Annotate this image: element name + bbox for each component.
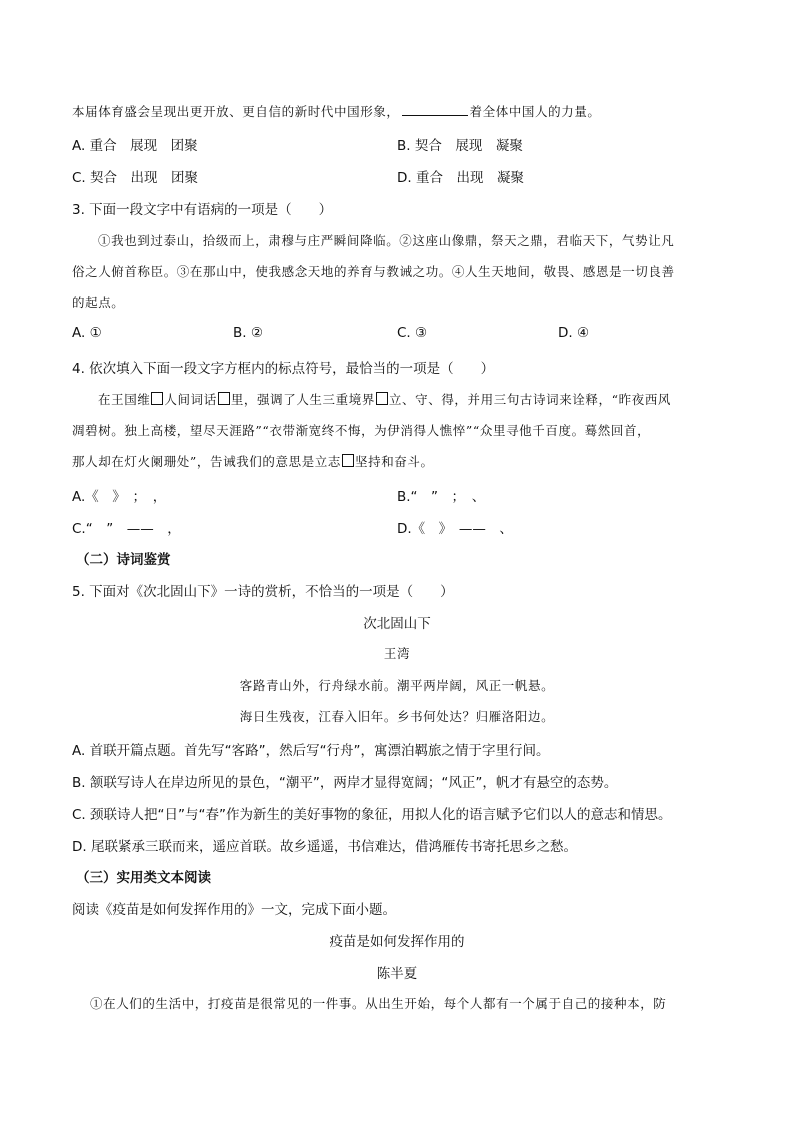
q3-option-d: D. ④ — [558, 325, 590, 341]
answer-box — [151, 392, 163, 405]
poem-title: 次北固山下 — [363, 616, 431, 632]
section-heading: （三）实用类文本阅读 — [76, 870, 211, 886]
q2-option-d: D. 重合 出现 凝聚 — [397, 170, 524, 186]
q3-option-a: A. ① — [72, 325, 102, 341]
answer-box — [376, 392, 388, 405]
q4-option-c: C.“ ” —— ， — [72, 521, 181, 537]
q5-option-a: A. 首联开篇点题。首先写“客路”，然后写“行舟”，寓漂泊羁旅之情于字里行间。 — [72, 743, 550, 759]
q2-stem-before: 本届体育盛会呈现出更开放、更自信的新时代中国形象， — [72, 104, 400, 119]
section-heading: （二）诗词鉴赏 — [76, 552, 171, 568]
q4-passage-line: 凋碧树。独上高楼，望尽天涯路”“衣带渐宽终不悔，为伊消得人憔悴”“众里寻他千百度。蓦然回首， — [72, 423, 651, 438]
poem-author: 王湾 — [383, 646, 411, 661]
answer-box — [342, 454, 354, 467]
q4-stem: 4. 依次填入下面一段文字方框内的标点符号，最恰当的一项是（ ） — [72, 361, 495, 377]
poem-line: 海日生残夜，江春入旧年。乡书何处达？归雁洛阳边。 — [239, 709, 555, 724]
answer-box — [218, 392, 230, 405]
q3-passage-line: 的起点。 — [72, 295, 125, 310]
q3-option-c: C. ③ — [397, 325, 428, 341]
q4-option-a: A.《 》 ； ， — [72, 489, 167, 505]
fill-blank — [402, 103, 468, 116]
q2-stem — [72, 102, 601, 120]
q5-option-b: B. 颔联写诗人在岸边所见的景色，“潮平”，两岸才显得宽阔；“风正”，帆才有悬空的态势。 — [72, 775, 618, 791]
q2-option-c: C. 契合 出现 团聚 — [72, 170, 199, 186]
q2-stem-after: 着全体中国人的力量。 — [469, 104, 601, 119]
article-paragraph: ①在人们的生活中，打疫苗是很常见的一件事。从出生开始，每个人都有一个属于自己的接种本，防 — [90, 996, 667, 1011]
q3-option-b: B. ② — [233, 325, 263, 341]
q4-option-b: B.“ ” ； 、 — [397, 489, 486, 505]
reading-intro: 阅读《疫苗是如何发挥作用的》一文，完成下面小题。 — [72, 902, 396, 918]
article-title: 疫苗是如何发挥作用的 — [329, 934, 465, 950]
q5-option-c: C. 颈联诗人把“日”与“春”作为新生的美好事物的象征，用拟人化的语言赋予它们以人的意志和情思。 — [72, 807, 672, 823]
q5-option-d: D. 尾联紧承三联而来，遥应首联。故乡遥遥，书信难达，借鸿雁传书寄托思乡之愁。 — [72, 839, 577, 855]
q2-option-a: A. 重合 展现 团聚 — [72, 138, 198, 154]
q4-option-d: D.《 》 —— 、 — [397, 521, 513, 537]
q4-passage-line: 那人却在灯火阑珊处”，告诫我们的意思是立志 坚持和奋斗。 — [72, 454, 434, 469]
q5-stem: 5. 下面对《次北固山下》一诗的赏析，不恰当的一项是（ ） — [72, 584, 454, 600]
q3-passage-line: 俗之人俯首称臣。③在那山中，使我感念天地的养育与教诫之功。④人生天地间，敬畏、感恩是一切良善 — [72, 264, 675, 279]
q3-passage-line: ①我也到过泰山，拾级而上，肃穆与庄严瞬间降临。②这座山像鼎，祭天之鼎，君临天下，气势让凡 — [98, 233, 675, 248]
poem-line: 客路青山外，行舟绿水前。潮平两岸阔，风正一帆悬。 — [239, 678, 555, 693]
q3-stem: 3. 下面一段文字中有语病的一项是（ ） — [72, 202, 333, 218]
q2-option-b: B. 契合 展现 凝聚 — [397, 138, 523, 154]
q4-passage-line: 在王国维 人间词话 里，强调了人生三重境界 立、守、得，并用三句古诗词来诠释，“昨夜西风 — [98, 392, 672, 407]
article-author: 陈半夏 — [376, 966, 418, 982]
